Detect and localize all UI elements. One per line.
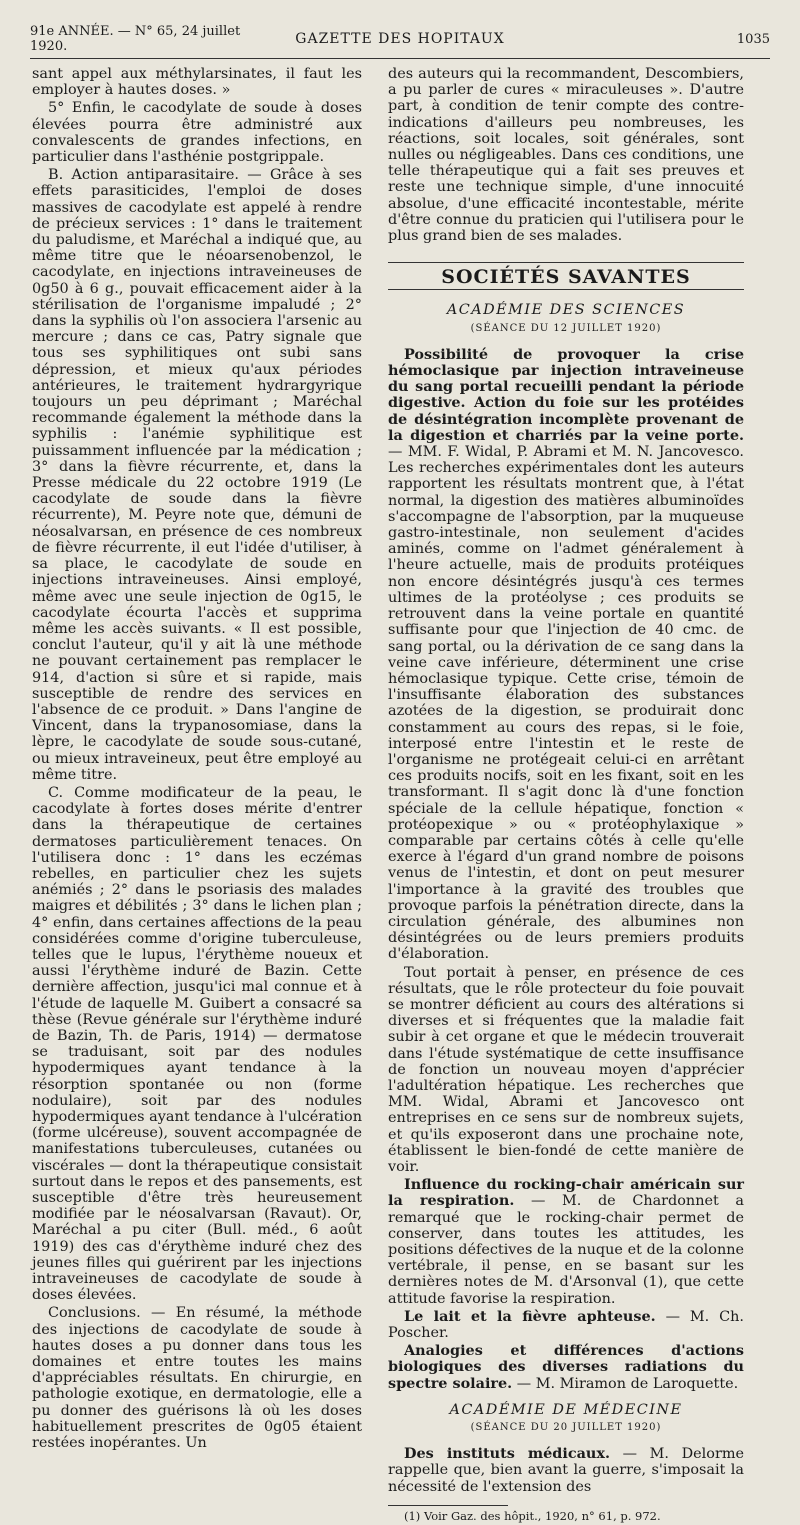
session-date: (SÉANCE DU 12 JUILLET 1920) — [470, 322, 662, 334]
paragraph: des auteurs qui la recommandent, Descombiers, a pu parler de cures « miraculeuses ». D'autre part, à condition de tenir compte des contre-indications d'ailleurs peu nombreuses, les réactions, soit locales, soit générales, sont nulles ou négligeables. Dans ces conditions, une telle thérapeutique qui a fait ses preuves et reste une technique simple, d'une innocuité absolue, d'une efficacité incontestable, mérite d'être connue du praticien qui l'utilisera pour le plus grand bien de ses malades. — [388, 66, 744, 245]
paragraph: Conclusions. — En résumé, la méthode des injections de cacodylate de soude à hautes doses a pu donner dans tous les domaines et entre toutes les mains d'appréciables résultats. En chirurgie, en pathologie exotique, en dermatologie, elle a pu donner des guérisons là où les doses habituellement prescrites de 0g05 étaient restées inopérantes. Un — [32, 1305, 362, 1452]
article — [388, 1309, 744, 1341]
article-title: Le lait et la fièvre aphteuse. — [404, 1307, 656, 1325]
paragraph: sant appel aux méthylarsinates, il faut les employer à hautes doses. » — [32, 66, 362, 99]
article-body: — M. Delorme rappelle que, bien avant la guerre, s'imposait la nécessité de l'extension des — [388, 1446, 744, 1495]
academy-sciences-title: ACADÉMIE DES SCIENCES — [446, 302, 686, 319]
paragraph: 5° Enfin, le cacodylate de soude à doses élevées pourra être administré aux convalescents de grandes infections, en particulier dans l'asthénie postgrippale. — [32, 100, 362, 166]
issue-line: 91e ANNÉE. — N° 65, 24 juillet 1920. — [30, 24, 241, 54]
article — [388, 1343, 744, 1392]
article-title: Influence du rocking-chair américain sur la respiration. — [388, 1176, 744, 1210]
article-body: — MM. F. Widal, P. Abrami et M. N. Jancovesco. Les recherches expérimentales dont les auteurs rapportent les résultats montrent que, à l'état normal, la digestion des matières albuminoïdes s'accompagne de l'absorption, par la muqueuse gastro-intestinale, non seulement d'acides aminés, comme on l'admet généralement à l'heure actuelle, mais de produits protéiques non encore désintégrés jusqu'à ces termes ultimes de la protéolyse ; ces produits se retrouvent dans la veine portale en quantité suffisante pour que l'injection de 40 cmc. de sang portal, ou la dérivation de ce sang dans la veine cave inférieure, déterminent une crise hémoclasique typique. Cette crise, témoin de l'insuffisante élaboration des substances azotées de la digestion, se produirait donc constamment au cours des repas, si le foie, interposé entre l'intestin et le reste de l'organisme ne protégeait celui-ci en arrêtant ces produits nocifs, soit en les fixant, soit en les transformant. Il s'agit donc là d'une fonction spéciale de la cellule hépatique, fonction « protéopexique » ou « protéophylaxique » comparable par certains côtés à celle qu'elle exerce à l'égard d'un grand nombre de poisons venus de l'intestin, et dont on peut mesurer l'importance à la gravité des troubles que provoque parfois la pénétration directe, dans la circulation générale, des albumines non désintégrées ou de leurs premiers produits d'élaboration. — [388, 444, 744, 963]
page-header — [30, 22, 770, 56]
paragraph: Tout portait à penser, en présence de ces résultats, que le rôle protecteur du foie pouvait se montrer déficient au cours des altérations si diverses et si fréquentes que la maladie fait subir à cet organe et que le médecin trouverait dans l'étude systématique de cette insuffisance de fonction un nouveau moyen d'apprécier l'adultération hépatique. Les recherches que MM. Widal, Abrami et Jancovesco ont entreprises en ce sens sur de nombreux sujets, et qu'ils exposeront dans une prochaine note, établissent le bien-fondé de cette manière de voir. — [388, 964, 744, 1175]
page-number: 1035 — [736, 31, 770, 47]
academy-medicine-title: ACADÉMIE DE MÉDECINE — [449, 1401, 683, 1418]
article-title: Possibilité de provoquer la crise hémoclasique par injection intraveineuse du sang portal recueilli pendant la période digestive. Action du foie sur les protéides de désintégration incomplète provenant de la digestion et charriés par la veine porte. — [388, 345, 744, 444]
article-body: — M. Miramon de Laroquette. — [516, 1375, 739, 1392]
footnote: (1) Voir Gaz. des hôpit., 1920, n° 61, p. 972. — [404, 1508, 661, 1523]
footnote-rule — [388, 1505, 508, 1506]
article — [388, 347, 744, 963]
paragraph: B. Action antiparasitaire. — Grâce à ses effets parasiticides, l'emploi de doses massives de cacodylate est appelé à rendre de précieux services : 1° dans le traitement du paludisme, et Maréchal a indiqué que, au même titre que le néoarsenobenzol, le cacodylate, en injections intraveineuses de 0g50 à 6 g., pouvait efficacement aider à la stérilisation de l'organisme impaludé ; 2° dans la syphilis où l'on associera l'arsenic au mercure ; dans ce cas, Patry signale que tous ses syphilitiques ont subi sans dépression, et mieux qu'aux périodes antérieures, le traitement hydrargyrique toujours un peu déprimant ; Maréchal recommande également la méthode dans la syphilis : l'anémie syphilitique est puissamment influencée par la médication ; 3° dans la fièvre récurrente, et, dans la Presse médicale du 22 octobre 1919 (Le cacodylate de soude dans la fièvre récurrente), M. Peyre note que, démuni de néosalvarsan, en présence de ces nombreux de fièvre récurrente, il eut l'idée d'utiliser, à sa place, le cacodylate de soude en injections intraveineuses. Ainsi employé, même avec une seule injection de 0g15, le cacodylate écourta l'accès et supprima même les accès suivants. « Il est possible, conclut l'auteur, qu'il y ait là une méthode ne pouvant certainement pas remplacer le 914, d'action si sûre et si rapide, mais susceptible de rendre des services en l'absence de ce produit. » Dans l'angine de Vincent, dans la trypanosomiase, dans la lèpre, le cacodylate de soude sous-cutané, ou mieux intraveineux, peut être employé au même titre. — [32, 167, 362, 783]
article-body: — M. Ch. Poscher. — [388, 1308, 745, 1342]
article-title: Des instituts médicaux. — [404, 1445, 610, 1463]
left-column — [32, 66, 362, 1453]
section-banner: SOCIÉTÉS SAVANTES — [388, 262, 744, 290]
paragraph: C. Comme modificateur de la peau, le cacodylate à fortes doses mérite d'entrer dans la thérapeutique de certaines dermatoses particulièrement tenaces. On l'utilisera donc : 1° dans les eczémas rebelles, en particulier chez les sujets anémiés ; 2° dans le psoriasis des malades maigres et débilités ; 3° dans le lichen plan ; 4° enfin, dans certaines affections de la peau considérées comme d'origine tuberculeuse, telles que le lupus, l'érythème noueux et aussi l'érythème induré de Bazin. Cette dernière affection, jusqu'ici mal connue et à l'étude de laquelle M. Guibert a consacré sa thèse (Revue générale sur l'érythème induré de Bazin, Th. de Paris, 1914) — dermatose se traduisant, soit par des nodules hypodermiques ayant tendance à la résorption spontanée ou non (forme nodulaire), soit par des nodules hypodermiques ayant tendance à l'ulcération (forme ulcéreuse), souvent accompagnée de manifestations tuberculeuses, cutanées ou viscérales — dont la thérapeutique consistait surtout dans le repos et des pansements, est susceptible d'être très heureusement modifiée par le néosalvarsan (Ravaut). Or, Maréchal a pu citer (Bull. méd., 6 août 1919) des cas d'érythème induré chez des jeunes filles qui guérirent par les injections intraveineuses de cacodylate de soude à doses élevées. — [32, 784, 362, 1304]
article-title: Analogies et différences d'actions biologiques des diverses radiations du spectre solaire. — [388, 1342, 744, 1392]
article-body: — M. de Chardonnet a remarqué que le rocking-chair permet de conserver, dans toutes les attitudes, les positions défectives de la nuque et de la colonne vertébrale, il pense, en se basant sur les dernières notes de M. d'Arsonval (1), que cette attitude favorise la respiration. — [388, 1193, 744, 1307]
session-date: (SÉANCE DU 20 JUILLET 1920) — [470, 1422, 662, 1434]
journal-title: GAZETTE DES HOPITAUX — [295, 31, 505, 47]
right-column — [388, 66, 744, 1525]
header-rule — [30, 58, 770, 59]
article — [388, 1177, 744, 1307]
article — [388, 1446, 744, 1495]
